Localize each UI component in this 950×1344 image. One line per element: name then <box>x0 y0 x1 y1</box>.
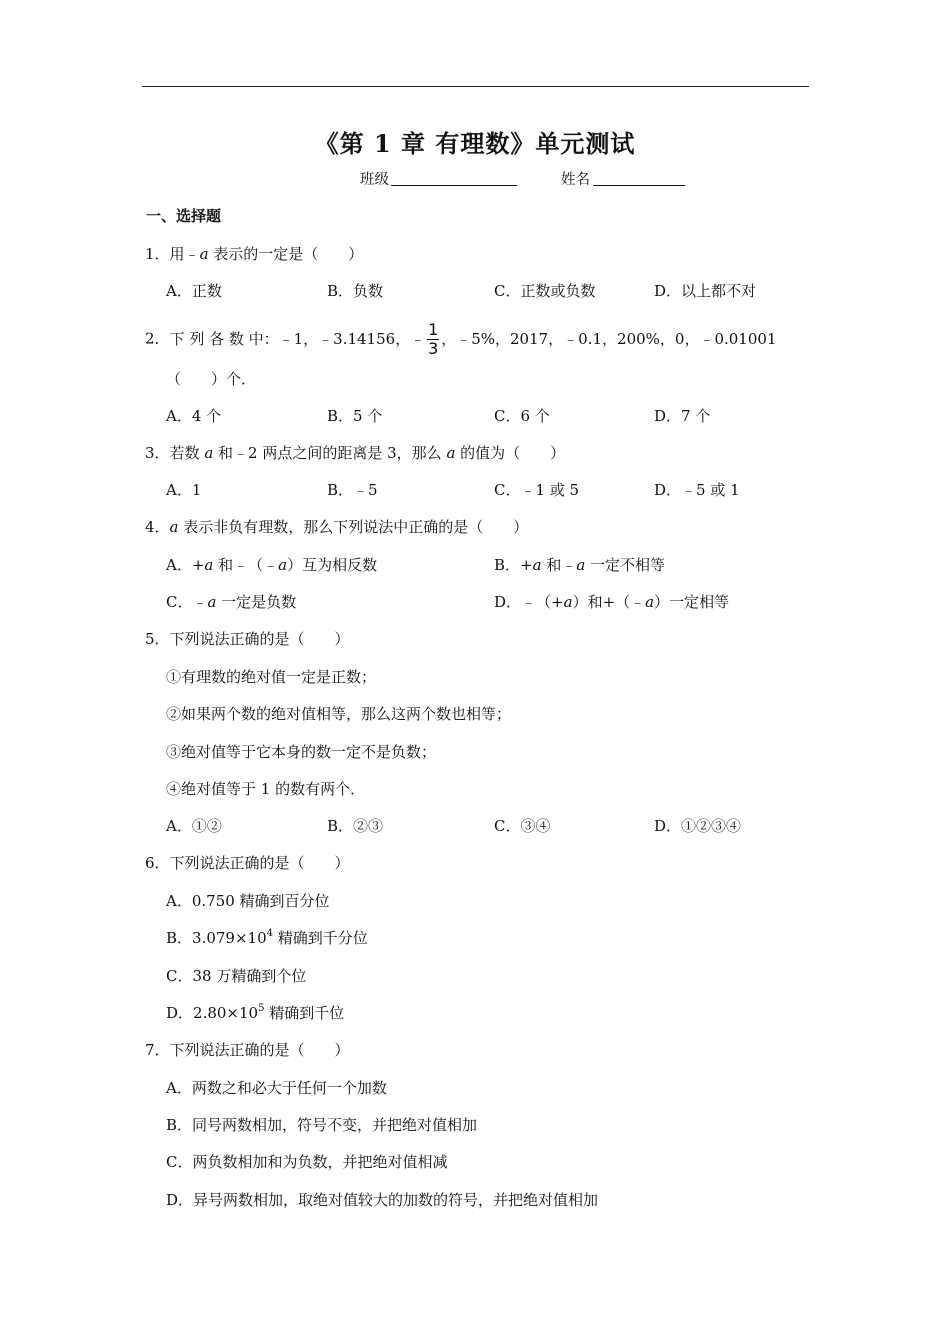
option-b: B．5 个 <box>327 407 383 425</box>
header-rule <box>142 86 809 87</box>
option-c: C．﹣1 或 5 <box>494 481 580 499</box>
class-label: 班级 <box>360 172 389 188</box>
option-a: A．①② <box>166 817 222 835</box>
question-5 <box>145 629 350 649</box>
question-number: 6． <box>145 854 170 872</box>
question-number: 3． <box>145 444 170 462</box>
option-d: D．异号两数相加，取绝对值较大的加数的符号，并把绝对值相加 <box>166 1191 599 1209</box>
question-text: 下列说法正确的是（ ） <box>169 1041 350 1059</box>
option-c: C．38 万精确到个位 <box>166 967 307 985</box>
class-field[interactable] <box>391 168 517 186</box>
option-d: D．以上都不对 <box>654 282 757 300</box>
name-field[interactable] <box>593 168 685 186</box>
statement-2: ②如果两个数的绝对值相等，那么这两个数也相等； <box>166 705 512 723</box>
option-a: A．1 <box>166 481 202 499</box>
statement-3: ③绝对值等于它本身的数一定不是负数； <box>166 743 437 761</box>
question-text: 下列说法正确的是（ ） <box>169 854 350 872</box>
question-number: 5． <box>145 630 170 648</box>
option-a: A．两数之和必大于任何一个加数 <box>166 1079 387 1097</box>
page-title: 《第 1 章 有理数》单元测试 <box>314 129 636 158</box>
question-text: 若数 a 和﹣2 两点之间的距离是 3，那么 a 的值为（ ） <box>169 444 566 462</box>
option-a: A．正数 <box>166 282 222 300</box>
option-b: B．②③ <box>327 817 384 835</box>
option-c: C．﹣a 一定是负数 <box>166 593 297 611</box>
option-d: D．﹣（+a）和+（﹣a）一定相等 <box>494 593 730 611</box>
question-number: 7． <box>145 1041 170 1059</box>
question-text: 下列说法正确的是（ ） <box>169 630 350 648</box>
question-4 <box>145 517 528 537</box>
statement-1: ①有理数的绝对值一定是正数； <box>166 668 377 686</box>
name-label: 姓名 <box>561 172 590 188</box>
option-b: B．+a 和﹣a 一定不相等 <box>494 556 666 574</box>
question-6 <box>145 853 350 873</box>
question-text: 用﹣a 表示的一定是（ ） <box>169 245 364 263</box>
option-a: A．0.750 精确到百分位 <box>166 892 330 910</box>
option-b: B．$3.079\times 10^4$ 精确到千分位 <box>166 928 368 947</box>
question-1 <box>145 244 363 264</box>
option-c: C．两负数相加和为负数，并把绝对值相减 <box>166 1153 448 1171</box>
option-b: B．﹣5 <box>327 481 378 499</box>
option-d: D．﹣5 或 1 <box>654 481 740 499</box>
option-d: D．7 个 <box>654 407 711 425</box>
question-7 <box>145 1040 350 1060</box>
option-c: C．③④ <box>494 817 551 835</box>
option-a: A．+a 和﹣（﹣a）互为相反数 <box>166 556 378 574</box>
section-title: 一、选择题 <box>146 207 222 225</box>
option-d: D．①②③④ <box>654 817 742 835</box>
option-b: B．同号两数相加，符号不变，并把绝对值相加 <box>166 1116 478 1134</box>
question-number: 4． <box>145 518 170 536</box>
option-a: A．4 个 <box>166 407 222 425</box>
question-text: a 表示非负有理数，那么下列说法中正确的是（ ） <box>169 518 529 536</box>
option-b: B．负数 <box>327 282 384 300</box>
option-c: C．6 个 <box>494 407 550 425</box>
statement-4: ④绝对值等于 1 的数有两个． <box>166 780 366 798</box>
option-d: D．$2.80\times 10^5$ 精确到千位 <box>166 1003 345 1022</box>
question-2 <box>145 322 777 357</box>
q2-continuation: （ ）个． <box>166 370 257 388</box>
question-number: 2． <box>145 329 170 348</box>
fraction: $\frac{1}{3}$ <box>428 320 439 358</box>
option-c: C．正数或负数 <box>494 282 596 300</box>
question-3 <box>145 443 565 463</box>
question-number: 1． <box>145 245 170 263</box>
question-text: 下 列 各 数 中：﹣1，﹣3.14156，﹣ $\frac{1}{3}$ ，﹣5%，2017，﹣0.1，200%，0，﹣0.01001 <box>169 320 777 358</box>
